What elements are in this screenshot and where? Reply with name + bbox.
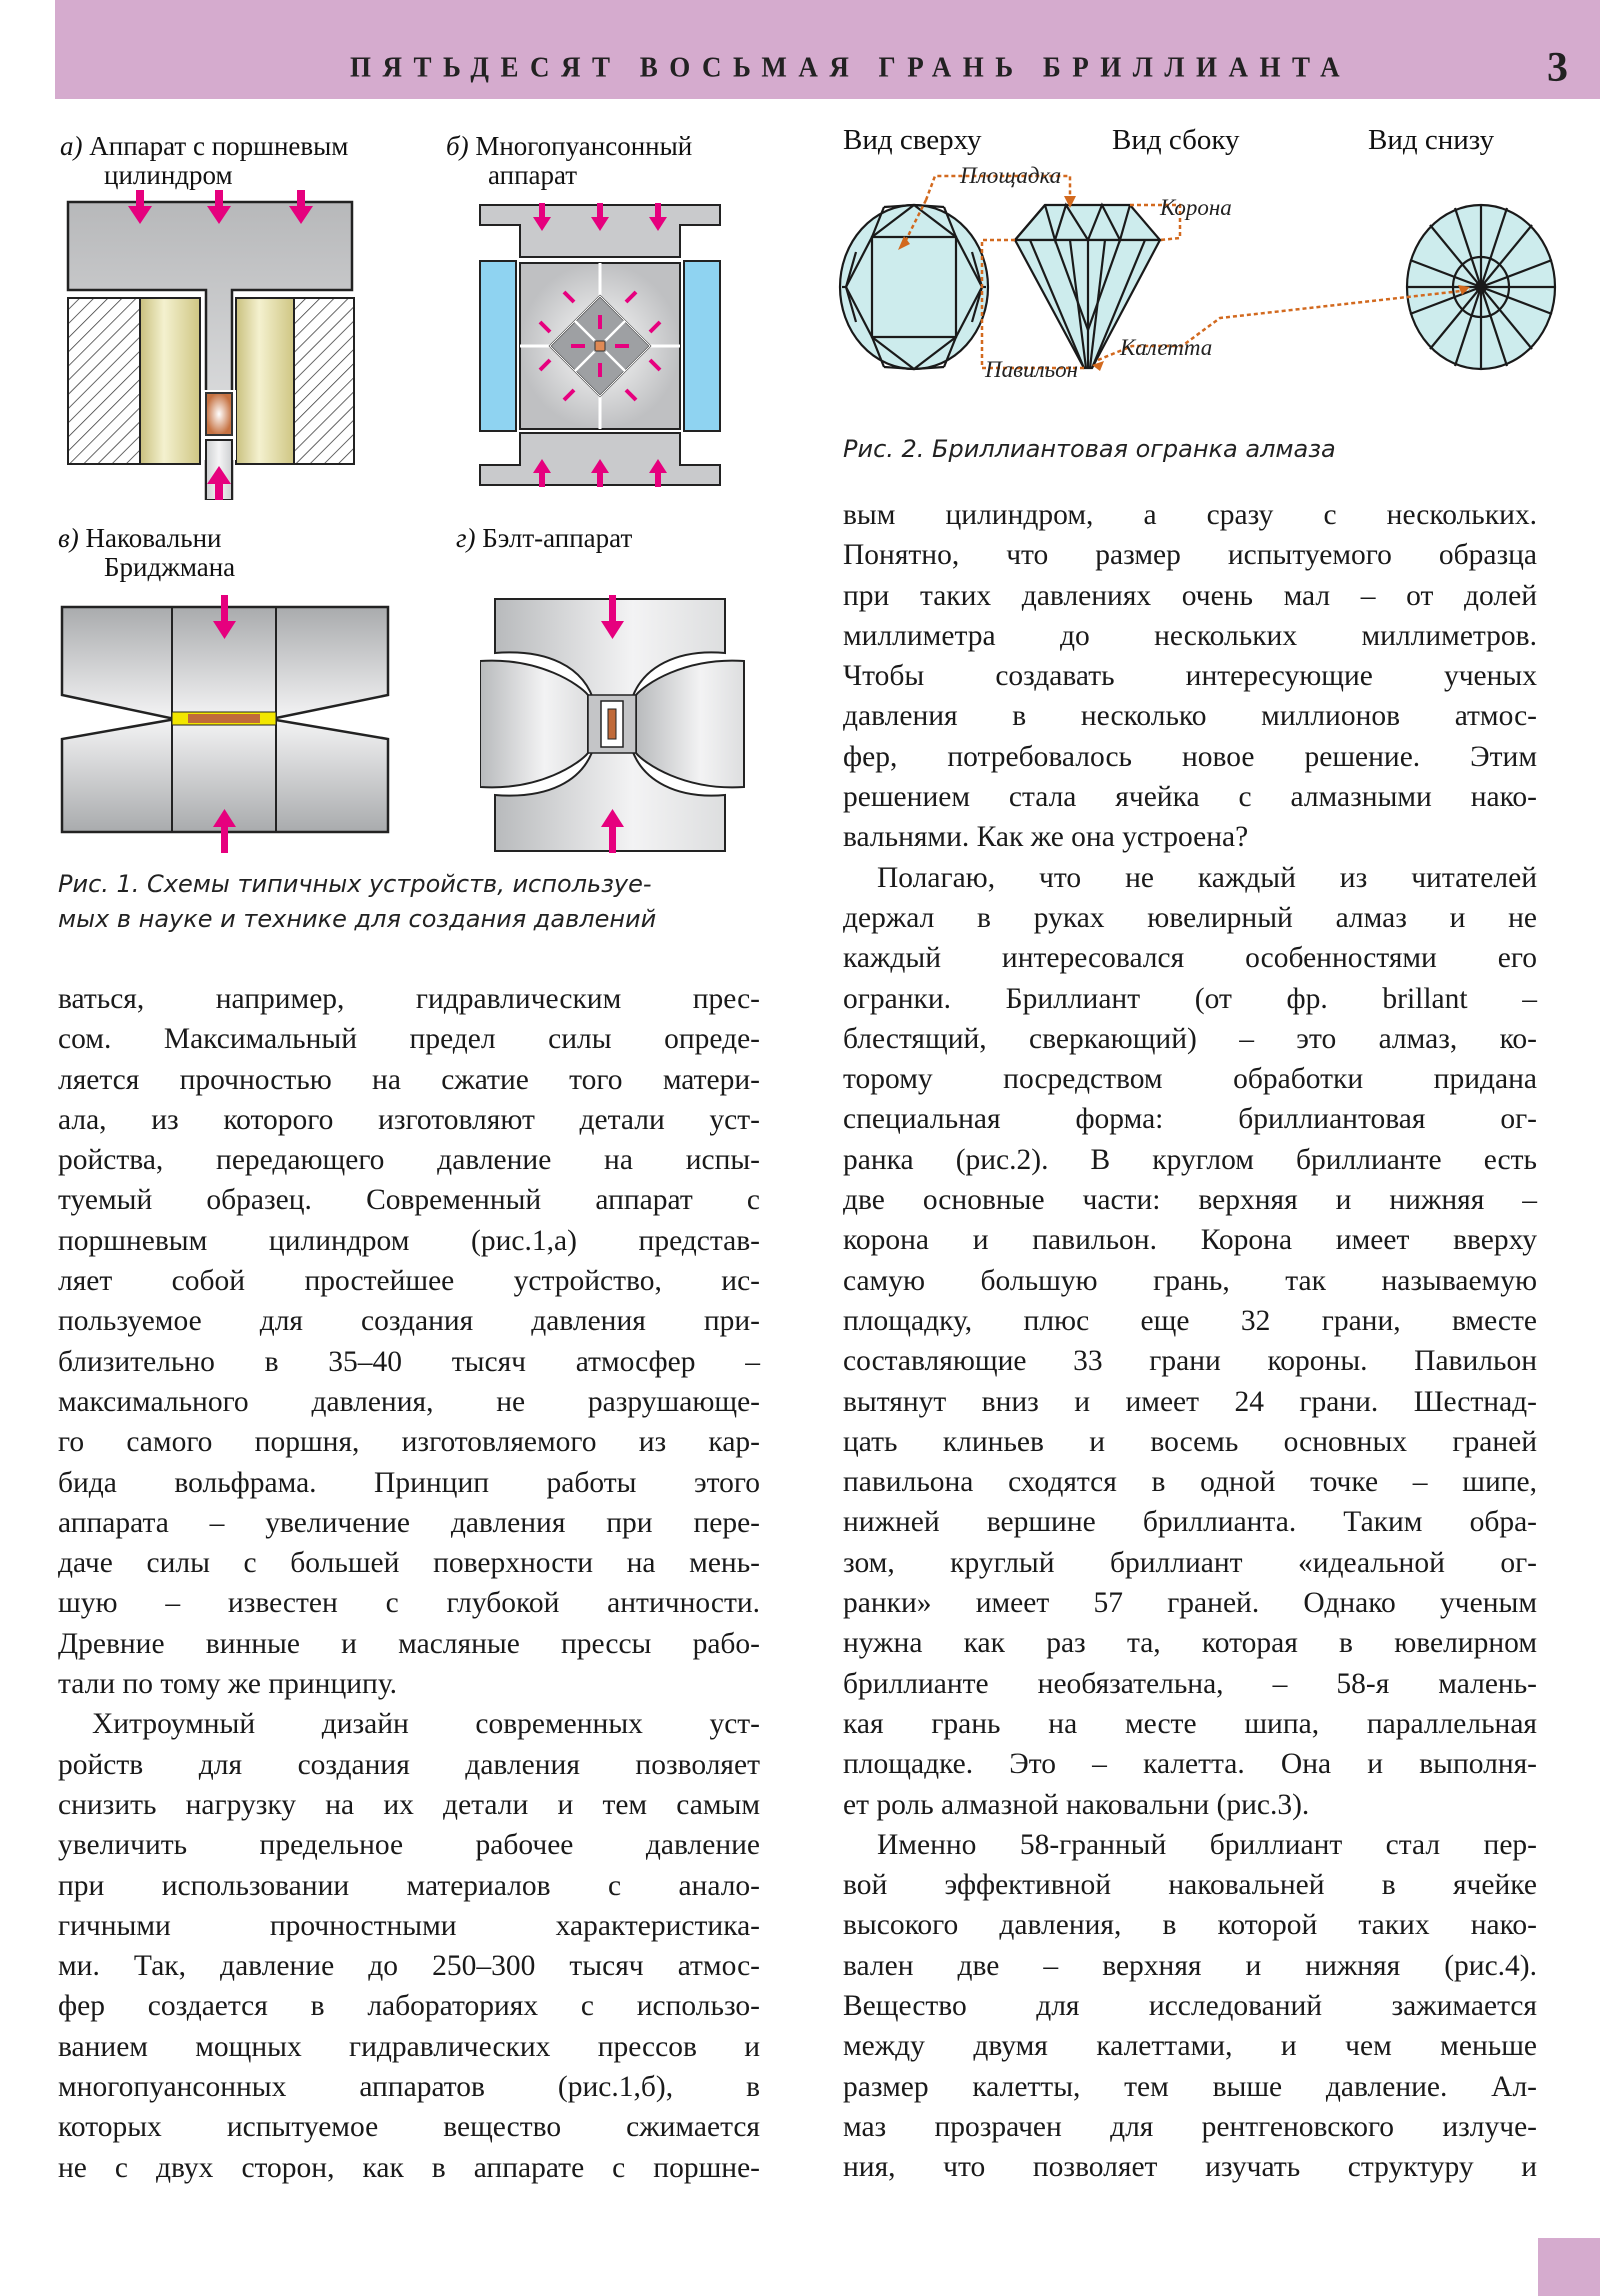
fig1-panel-b-label bbox=[446, 132, 692, 161]
text-line: площадку, плюс еще 32 грани, вместе bbox=[843, 1304, 1537, 1337]
page-number: 3 bbox=[1547, 45, 1568, 91]
text-line: ройств для создания давления позволяет bbox=[58, 1748, 760, 1781]
text-line: ройства, передающего давление на испы- bbox=[58, 1144, 760, 1177]
text-line: миллиметра до нескольких миллиметров. bbox=[843, 619, 1537, 652]
fig1-panel-v-label-2: Бриджмана bbox=[104, 552, 236, 582]
text-line: вален две – верхняя и нижняя (рис.4). bbox=[843, 1949, 1537, 1982]
running-header-title: ПЯТЬДЕСЯТ ВОСЬМАЯ ГРАНЬ БРИЛЛИАНТА bbox=[350, 51, 1352, 83]
panel-title: Наковальни bbox=[85, 523, 222, 553]
page-corner-tab bbox=[1538, 2238, 1600, 2296]
text-line: шую – известен с глубокой античности. bbox=[58, 1587, 760, 1620]
fig1-panel-a-label-2: цилиндром bbox=[104, 160, 233, 190]
text-line: аппарата – увеличение давления при пере- bbox=[58, 1506, 760, 1539]
text-line: Хитроумный дизайн современных уст- bbox=[92, 1708, 760, 1741]
text-line: каждый интересовался особенностями его bbox=[843, 942, 1537, 975]
text-line: между двумя калеттами, и чем меньше bbox=[843, 2030, 1537, 2063]
figure-2-caption: Рис. 2. Бриллиантовая огранка алмаза bbox=[843, 435, 1336, 463]
text-line: специальная форма: бриллиантовая ог- bbox=[843, 1103, 1537, 1136]
multi-anvil-diagram bbox=[470, 195, 740, 495]
text-line: Вещество для исследований зажимается bbox=[843, 1989, 1537, 2022]
view-side-label: Вид сбоку bbox=[1112, 124, 1240, 156]
running-header-bar bbox=[55, 0, 1600, 99]
view-bottom-label: Вид снизу bbox=[1368, 124, 1495, 156]
text-line: фер, потребовалось новое решение. Этим bbox=[843, 740, 1537, 773]
text-line: при таких давлениях очень мал – от долей bbox=[843, 579, 1537, 612]
text-line: вой эффективной наковальней в ячейке bbox=[843, 1869, 1537, 1902]
text-line: снизить нагрузку на их детали и тем самым bbox=[58, 1788, 760, 1821]
text-line: зом, круглый бриллиант «идеальной ог- bbox=[843, 1546, 1537, 1579]
text-line: составляющие 33 грани короны. Павильон bbox=[843, 1345, 1537, 1378]
text-line: площадке. Это – калетта. Она и выполня- bbox=[843, 1748, 1537, 1781]
text-line: не с двух сторон, как в аппарате с поршне- bbox=[58, 2151, 760, 2184]
text-line: блестящий, сверкающий) – это алмаз, ко- bbox=[843, 1022, 1537, 1055]
fig1-panel-a-label bbox=[60, 132, 348, 161]
text-line: многопуансонных аппаратов (рис.1,б), в bbox=[58, 2071, 760, 2104]
figure-1-caption-line-2: мых в науке и технике для создания давлений bbox=[58, 905, 657, 933]
label-crown: Корона bbox=[1160, 195, 1232, 220]
text-line: гичными прочностными характеристика- bbox=[58, 1909, 760, 1942]
text-line: вым цилиндром, а сразу с нескольких. bbox=[843, 499, 1537, 531]
fig1-panel-b-label-2: аппарат bbox=[488, 160, 578, 190]
text-line: ляет собой простейшее устройство, ис- bbox=[58, 1265, 760, 1298]
piston-cylinder-diagram bbox=[60, 190, 360, 500]
text-line: размер калетты, тем выше давление. Ал- bbox=[843, 2070, 1537, 2103]
text-line: Древние винные и масляные прессы рабо- bbox=[58, 1627, 760, 1660]
text-line: вытянут вниз и имеет 24 грани. Шестнад- bbox=[843, 1385, 1537, 1418]
panel-letter: а) bbox=[60, 131, 83, 161]
bridgman-anvils-diagram bbox=[58, 595, 398, 855]
text-line: корона и павильон. Корона имеет вверху bbox=[843, 1224, 1537, 1257]
text-line: Именно 58-гранный бриллиант стал пер- bbox=[877, 1828, 1537, 1861]
text-line: Понятно, что размер испытуемого образца bbox=[843, 539, 1537, 572]
view-top-label: Вид сверху bbox=[843, 124, 982, 156]
label-culet: Калетта bbox=[1120, 335, 1213, 360]
panel-letter: б) bbox=[446, 131, 469, 161]
text-line: торому посредством обработки придана bbox=[843, 1063, 1537, 1096]
text-line: Чтобы создавать интересующие ученых bbox=[843, 660, 1537, 693]
text-line: ранки» имеет 57 граней. Однако ученым bbox=[843, 1587, 1537, 1620]
panel-title: Многопуансонный bbox=[475, 131, 693, 161]
text-line: увеличить предельное рабочее давление bbox=[58, 1829, 760, 1862]
text-line: маз прозрачен для рентгеновского излуче- bbox=[843, 2110, 1537, 2143]
text-line: туемый образец. Современный аппарат с bbox=[58, 1184, 760, 1217]
text-line: ет роль алмазной наковальни (рис.3). bbox=[843, 1788, 1310, 1821]
text-line: две основные части: верхняя и нижняя – bbox=[843, 1184, 1537, 1217]
text-line: которых испытуемое вещество сжимается bbox=[58, 2111, 760, 2144]
fig1-panel-v-label bbox=[58, 524, 222, 553]
text-line: ляется прочностью на сжатие того матери- bbox=[58, 1063, 760, 1096]
figure-1-caption-line-1: Рис. 1. Схемы типичных устройств, используе- bbox=[58, 870, 652, 898]
text-line: кая грань на месте шипа, параллельная bbox=[843, 1707, 1537, 1740]
text-line: нижней вершине бриллианта. Таким обра- bbox=[843, 1506, 1537, 1539]
panel-letter: в) bbox=[58, 523, 79, 553]
text-line: цать клиньев и восемь основных граней bbox=[843, 1425, 1537, 1458]
text-line: го самого поршня, изготовляемого из кар- bbox=[58, 1426, 760, 1459]
text-line: сом. Максимальный предел силы опреде- bbox=[58, 1023, 760, 1056]
text-line: вальнями. Как же она устроена? bbox=[843, 821, 1249, 854]
text-line: самую большую грань, так называемую bbox=[843, 1264, 1537, 1297]
text-line: огранки. Бриллиант (от фр. brillant – bbox=[843, 982, 1537, 1015]
text-line: ала, из которого изготовляют детали уст- bbox=[58, 1103, 760, 1136]
text-line: при использовании материалов с анало- bbox=[58, 1869, 760, 1902]
label-pavilion: Павильон bbox=[985, 357, 1078, 382]
right-text-column bbox=[843, 495, 1537, 2187]
text-line: павильона сходятся в одной точке – шипе, bbox=[843, 1466, 1537, 1499]
belt-apparatus-diagram bbox=[480, 595, 750, 855]
text-line: решением стала ячейка с алмазными нако- bbox=[843, 781, 1537, 814]
text-line: ваться, например, гидравлическим прес- bbox=[58, 983, 760, 1015]
text-line: нужна как раз та, которая в ювелирном bbox=[843, 1627, 1537, 1660]
text-line: максимального давления, не разрушающе- bbox=[58, 1385, 760, 1418]
panel-letter: г) bbox=[456, 523, 476, 553]
text-line: ния, что позволяет изучать структуру и bbox=[843, 2151, 1537, 2184]
text-line: высокого давления, в которой таких нако- bbox=[843, 1909, 1537, 1942]
text-line: Полагаю, что не каждый из читателей bbox=[877, 861, 1537, 894]
text-line: пользуемое для создания давления при- bbox=[58, 1305, 760, 1338]
text-line: бида вольфрама. Принцип работы этого bbox=[58, 1466, 760, 1499]
fig1-panel-g-label bbox=[456, 524, 632, 553]
text-line: бриллианте необязательна, – 58-я малень- bbox=[843, 1667, 1537, 1700]
text-line: близительно в 35–40 тысяч атмосфер – bbox=[58, 1345, 760, 1378]
text-line: держал в руках ювелирный алмаз и не bbox=[843, 901, 1537, 934]
text-line: ранка (рис.2). В круглом бриллианте есть bbox=[843, 1143, 1537, 1176]
text-line: поршневым цилиндром (рис.1,а) представ- bbox=[58, 1224, 760, 1257]
text-line: ми. Так, давление до 250–300 тысяч атмос- bbox=[58, 1950, 760, 1983]
panel-title: Бэлт-аппарат bbox=[482, 523, 633, 553]
label-table: Площадка bbox=[960, 163, 1062, 188]
text-line: даче силы с большей поверхности на мень- bbox=[58, 1547, 760, 1580]
panel-title: Аппарат с поршневым bbox=[89, 131, 349, 161]
text-line: давления в несколько миллионов атмос- bbox=[843, 700, 1537, 733]
left-text-column bbox=[58, 979, 760, 2188]
text-line: тали по тому же принципу. bbox=[58, 1668, 397, 1701]
text-line: ванием мощных гидравлических прессов и bbox=[58, 2030, 760, 2063]
text-line: фер создается в лабораториях с использо- bbox=[58, 1990, 760, 2023]
